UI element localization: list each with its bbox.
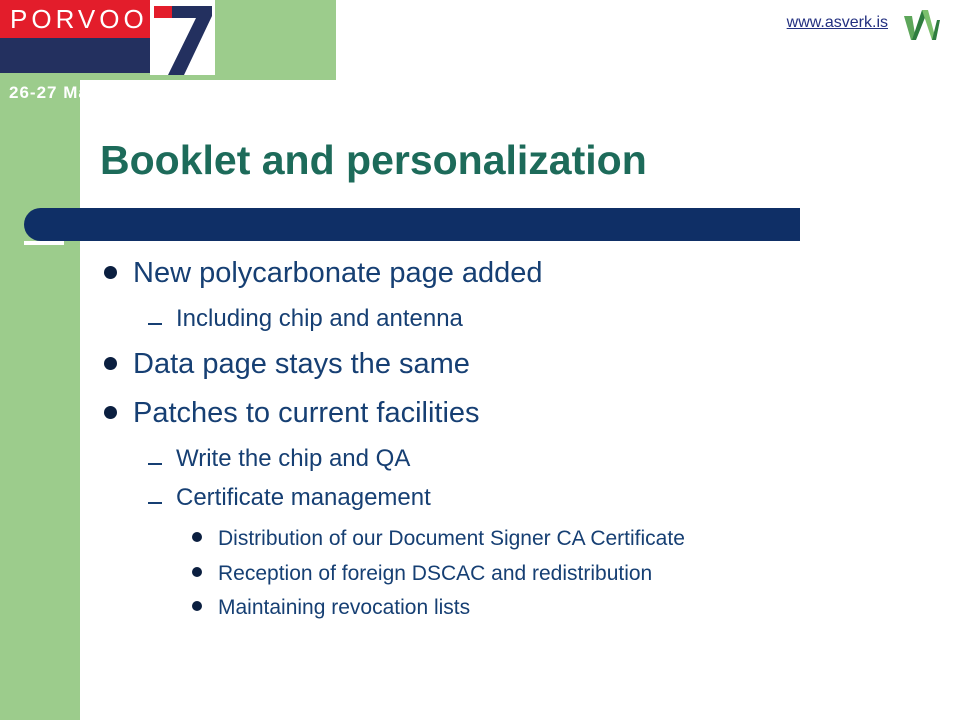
website-link[interactable]: www.asverk.is bbox=[786, 14, 888, 31]
logo-red-block bbox=[0, 0, 150, 38]
sub-sub-bullet-item bbox=[192, 596, 470, 620]
dash-marker bbox=[148, 502, 162, 504]
sub-sub-bullet-item bbox=[192, 527, 685, 551]
bullet-dot bbox=[192, 567, 202, 577]
bullet-dot bbox=[104, 266, 117, 279]
title-bar-notch bbox=[24, 241, 64, 245]
sub-sub-bullet-item bbox=[192, 562, 652, 586]
asverk-logo-icon bbox=[902, 10, 942, 44]
bullet-text: New polycarbonate page added bbox=[133, 257, 543, 289]
sub-bullet-item bbox=[148, 484, 431, 512]
bullet-item bbox=[104, 347, 470, 381]
sub-sub-bullet-text: Maintaining revocation lists bbox=[218, 596, 471, 619]
bullet-dot bbox=[104, 357, 117, 370]
bullet-text: Patches to current facilities bbox=[133, 397, 480, 429]
sub-bullet-text: Certificate management bbox=[176, 484, 431, 511]
logo-navy-block bbox=[0, 38, 150, 102]
logo-porvoo-text: PORVOO bbox=[10, 4, 148, 34]
sub-bullet-text: Including chip and antenna bbox=[176, 305, 463, 332]
dash-marker bbox=[148, 323, 162, 325]
sub-bullet-item bbox=[148, 305, 463, 333]
left-green-band bbox=[0, 0, 80, 720]
dash-marker bbox=[148, 463, 162, 465]
bullet-dot bbox=[192, 601, 202, 611]
bullet-text: Data page stays the same bbox=[133, 348, 470, 380]
porvoo-logo bbox=[0, 0, 215, 102]
bullet-item bbox=[104, 256, 543, 290]
sub-bullet-text: Write the chip and QA bbox=[176, 445, 411, 472]
sub-bullet-item bbox=[148, 445, 410, 473]
sub-sub-bullet-text: Distribution of our Document Signer CA Certificate bbox=[218, 527, 685, 550]
sub-sub-bullet-text: Reception of foreign DSCAC and redistribution bbox=[218, 562, 653, 585]
bullet-dot bbox=[104, 406, 117, 419]
logo-seven-graphic bbox=[150, 0, 215, 75]
bullet-item bbox=[104, 396, 480, 430]
slide-title: Booklet and personalization bbox=[100, 137, 647, 183]
logo-date-text: 26-27 May 2005 bbox=[9, 83, 147, 102]
title-underline-bar bbox=[24, 208, 800, 241]
bullet-dot bbox=[192, 532, 202, 542]
